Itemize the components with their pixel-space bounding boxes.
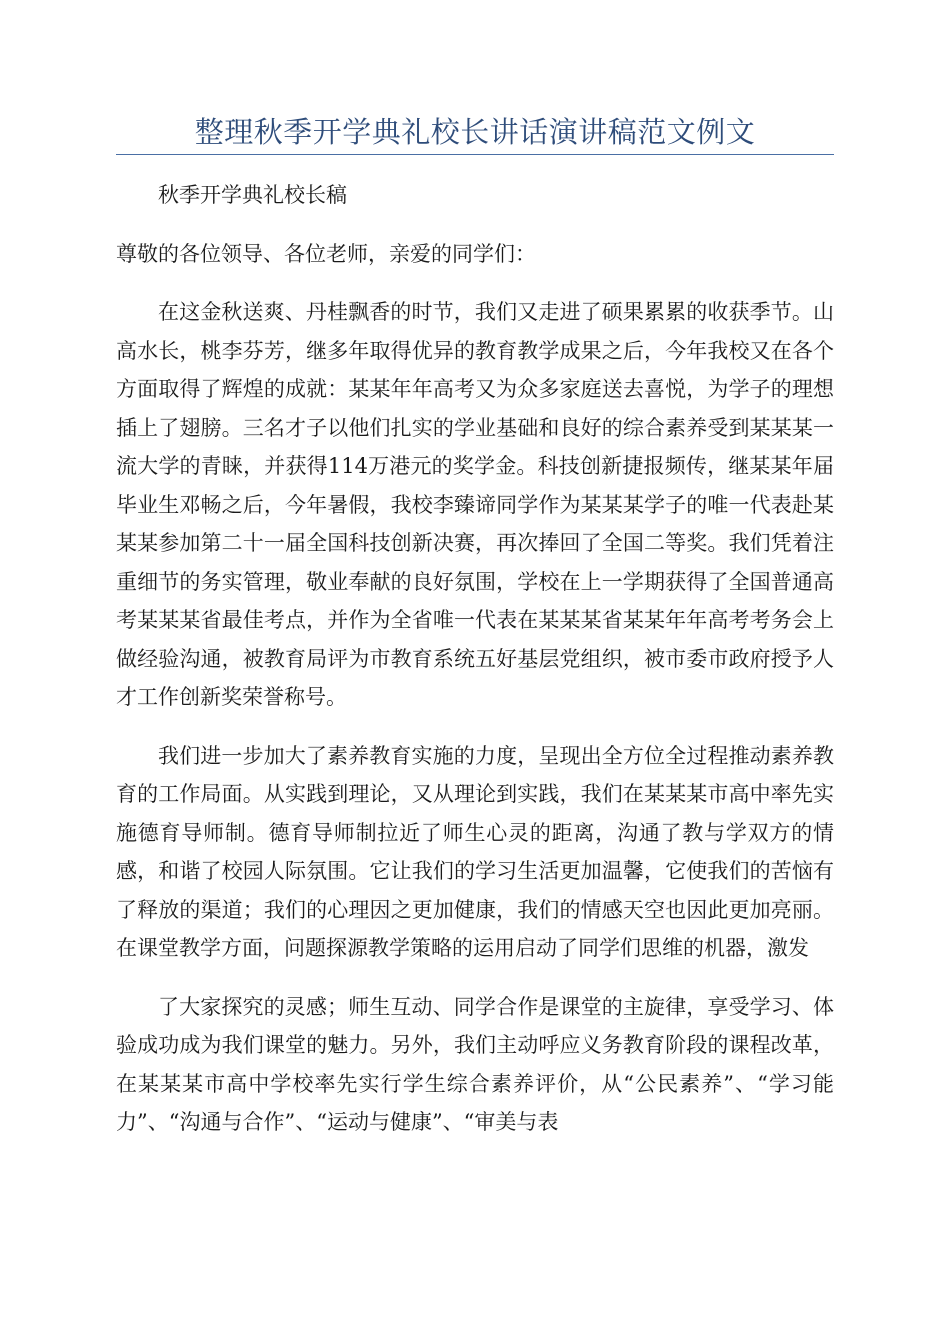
document-body bbox=[116, 176, 834, 1142]
title-underline bbox=[116, 154, 834, 155]
document-title: 整理秋季开学典礼校长讲话演讲稿范文例文 bbox=[194, 115, 756, 149]
paragraph: 了大家探究的灵感；师生互动、同学合作是课堂的主旋律，享受学习、体验成功成为我们课堂的魅力。另外，我们主动呼应义务教育阶段的课程改革，在某某某市高中学校率先实行学生综合素养评价，从“公民素养”、“学习能力”、“沟通与合作”、“运动与健康”、“审美与表 bbox=[116, 994, 834, 1134]
document-subtitle: 秋季开学典礼校长稿 bbox=[158, 183, 347, 207]
paragraph: 我们进一步加大了素养教育实施的力度，呈现出全方位全过程推动素养教育的工作局面。从实践到理论，又从理论到实践，我们在某某某市高中率先实施德育导师制。德育导师制拉近了师生心灵的距离，沟通了教与学双方的情感，和谐了校园人际氛围。它让我们的学习生活更加温馨，它使我们的苦恼有了释放的渠道；我们的心理因之更加健康，我们的情感天空也因此更加亮丽。在课堂教学方面，问题探源教学策略的运用启动了同学们思维的机器，激发 bbox=[116, 743, 834, 960]
salutation: 尊敬的各位领导、各位老师，亲爱的同学们： bbox=[116, 241, 536, 266]
paragraph: 在这金秋送爽、丹桂飘香的时节，我们又走进了硕果累累的收获季节。山高水长，桃李芬芳，继多年取得优异的教育教学成果之后，今年我校又在各个方面取得了辉煌的成就：某某年年高考又为众多家庭送去喜悦，为学子的理想插上了翅膀。三名才子以他们扎实的学业基础和良好的综合素养受到某某某一流大学的青睐，并获得114万港元的奖学金。科技创新捷报频传，继某某年届毕业生邓畅之后，今年暑假，我校李臻谛同学作为某某某学子的唯一代表赴某某某参加第二十一届全国科技创新决赛，再次捧回了全国二等奖。我们凭着注重细节的务实管理，敬业奉献的良好氛围，学校在上一学期获得了全国普通高考某某某省最佳考点，并作为全省唯一代表在某某某省某某年年高考考务会上做经验沟通，被教育局评为市教育系统五好基层党组织，被市委市政府授予人才工作创新奖荣誉称号。 bbox=[116, 300, 834, 709]
